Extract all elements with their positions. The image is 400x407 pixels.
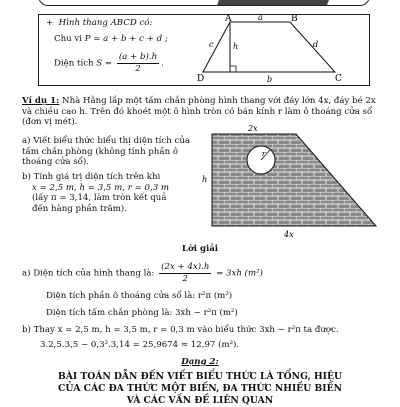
area-denominator: 2 xyxy=(135,63,141,74)
area-lhs: S = xyxy=(96,58,113,69)
right-angle-mark xyxy=(230,66,236,72)
label-B: B xyxy=(291,14,298,24)
question-b xyxy=(22,172,202,215)
area-numerator: (a + b).h xyxy=(118,52,158,62)
perimeter-formula: P = a + b + c + d ; xyxy=(84,34,168,44)
label-h-wall: h xyxy=(202,175,208,184)
solution-a-line-1 xyxy=(22,262,392,284)
solution-fraction xyxy=(159,262,211,284)
label-A: A xyxy=(225,14,232,24)
perimeter-line xyxy=(54,34,168,45)
top-banner-decoration xyxy=(217,0,329,5)
label-4x: 4x xyxy=(284,230,294,239)
label-D: D xyxy=(197,74,205,84)
question-b-line-3: (lấy π = 3,14, làm tròn kết quả xyxy=(32,193,167,204)
area-label: Diện tích xyxy=(54,58,94,69)
formula-title-text: Hình thang ABCD có: xyxy=(58,18,153,28)
label-a: a xyxy=(258,14,263,22)
label-b: b xyxy=(267,75,273,84)
solution-a1-post: = 3xh (m²) xyxy=(216,268,263,279)
label-c: c xyxy=(209,40,214,49)
solution-a-line-2: Diện tích phần ô thoáng cửa sổ là: r²π (m²) xyxy=(46,291,233,301)
label-C: C xyxy=(335,74,342,84)
example-label: Ví dụ 1: xyxy=(22,96,60,106)
perimeter-label: Chu vi xyxy=(54,34,82,44)
example-text: Nhà Hằng lắp một tấm chắn phòng hình thang với đáy lớn 4x, đáy bé 2x và chiều cao h. Trên đó khoét một ô hình tròn có bán kính r làm ô thoáng cửa sổ (đơn vị mét). xyxy=(22,96,376,128)
question-b-line-2: x = 2,5 m, h = 3,5 m, r = 0,3 m xyxy=(32,182,170,193)
area-fraction xyxy=(117,52,159,74)
area-line xyxy=(54,52,164,74)
question-b-line-4: đến hàng phần trăm). xyxy=(32,204,127,215)
question-a: a) Viết biểu thức biểu thị diện tích của tấm chắn phòng (không tính phần ô thoáng cửa sổ). xyxy=(22,136,190,168)
solution-b-line-2: 3.2,5.3,5 − 0,3².3,14 = 25,9674 ≈ 12,97 (m²). xyxy=(40,340,240,350)
trapezoid-figure xyxy=(195,14,365,84)
solution-a-line-3: Diện tích tấm chắn phòng là: 3xh − r²π (m²) xyxy=(46,308,238,318)
solution-a1-pre: a) Diện tích của hình thang là: xyxy=(22,268,155,279)
formula-title xyxy=(46,18,152,29)
solution-numerator: (2x + 4x).h xyxy=(161,262,210,272)
label-r: r xyxy=(262,150,266,158)
solution-b-line-1: b) Thay x = 2,5 m, h = 3,5 m, r = 0,3 m vào biểu thức 3xh − r²π ta được. xyxy=(22,325,339,335)
wall-figure xyxy=(200,120,380,240)
solution-denominator: 2 xyxy=(182,273,189,284)
question-b-line-1: b) Tính giá trị diện tích trên khi xyxy=(22,172,161,182)
bullet-icon: + xyxy=(46,18,59,28)
section-heading-2: CỦA CÁC ĐA THỨC MỘT BIẾN, ĐA THỨC NHIỀU BIẾN xyxy=(58,383,342,394)
section-heading-3: VÀ CÁC VẤN ĐỀ LIÊN QUAN xyxy=(126,395,274,406)
brick-trapezoid xyxy=(212,134,376,226)
section-heading-1: BÀI TOÁN DẪN ĐẾN VIẾT BIỂU THỨC LÀ TỔNG, HIỆU xyxy=(58,371,342,382)
area-period: . xyxy=(161,58,164,69)
section-label: Dạng 2: xyxy=(181,357,219,367)
label-2x: 2x xyxy=(248,124,258,133)
label-h: h xyxy=(233,42,239,51)
solution-title: Lời giải xyxy=(181,244,219,254)
label-d: d xyxy=(313,40,319,49)
